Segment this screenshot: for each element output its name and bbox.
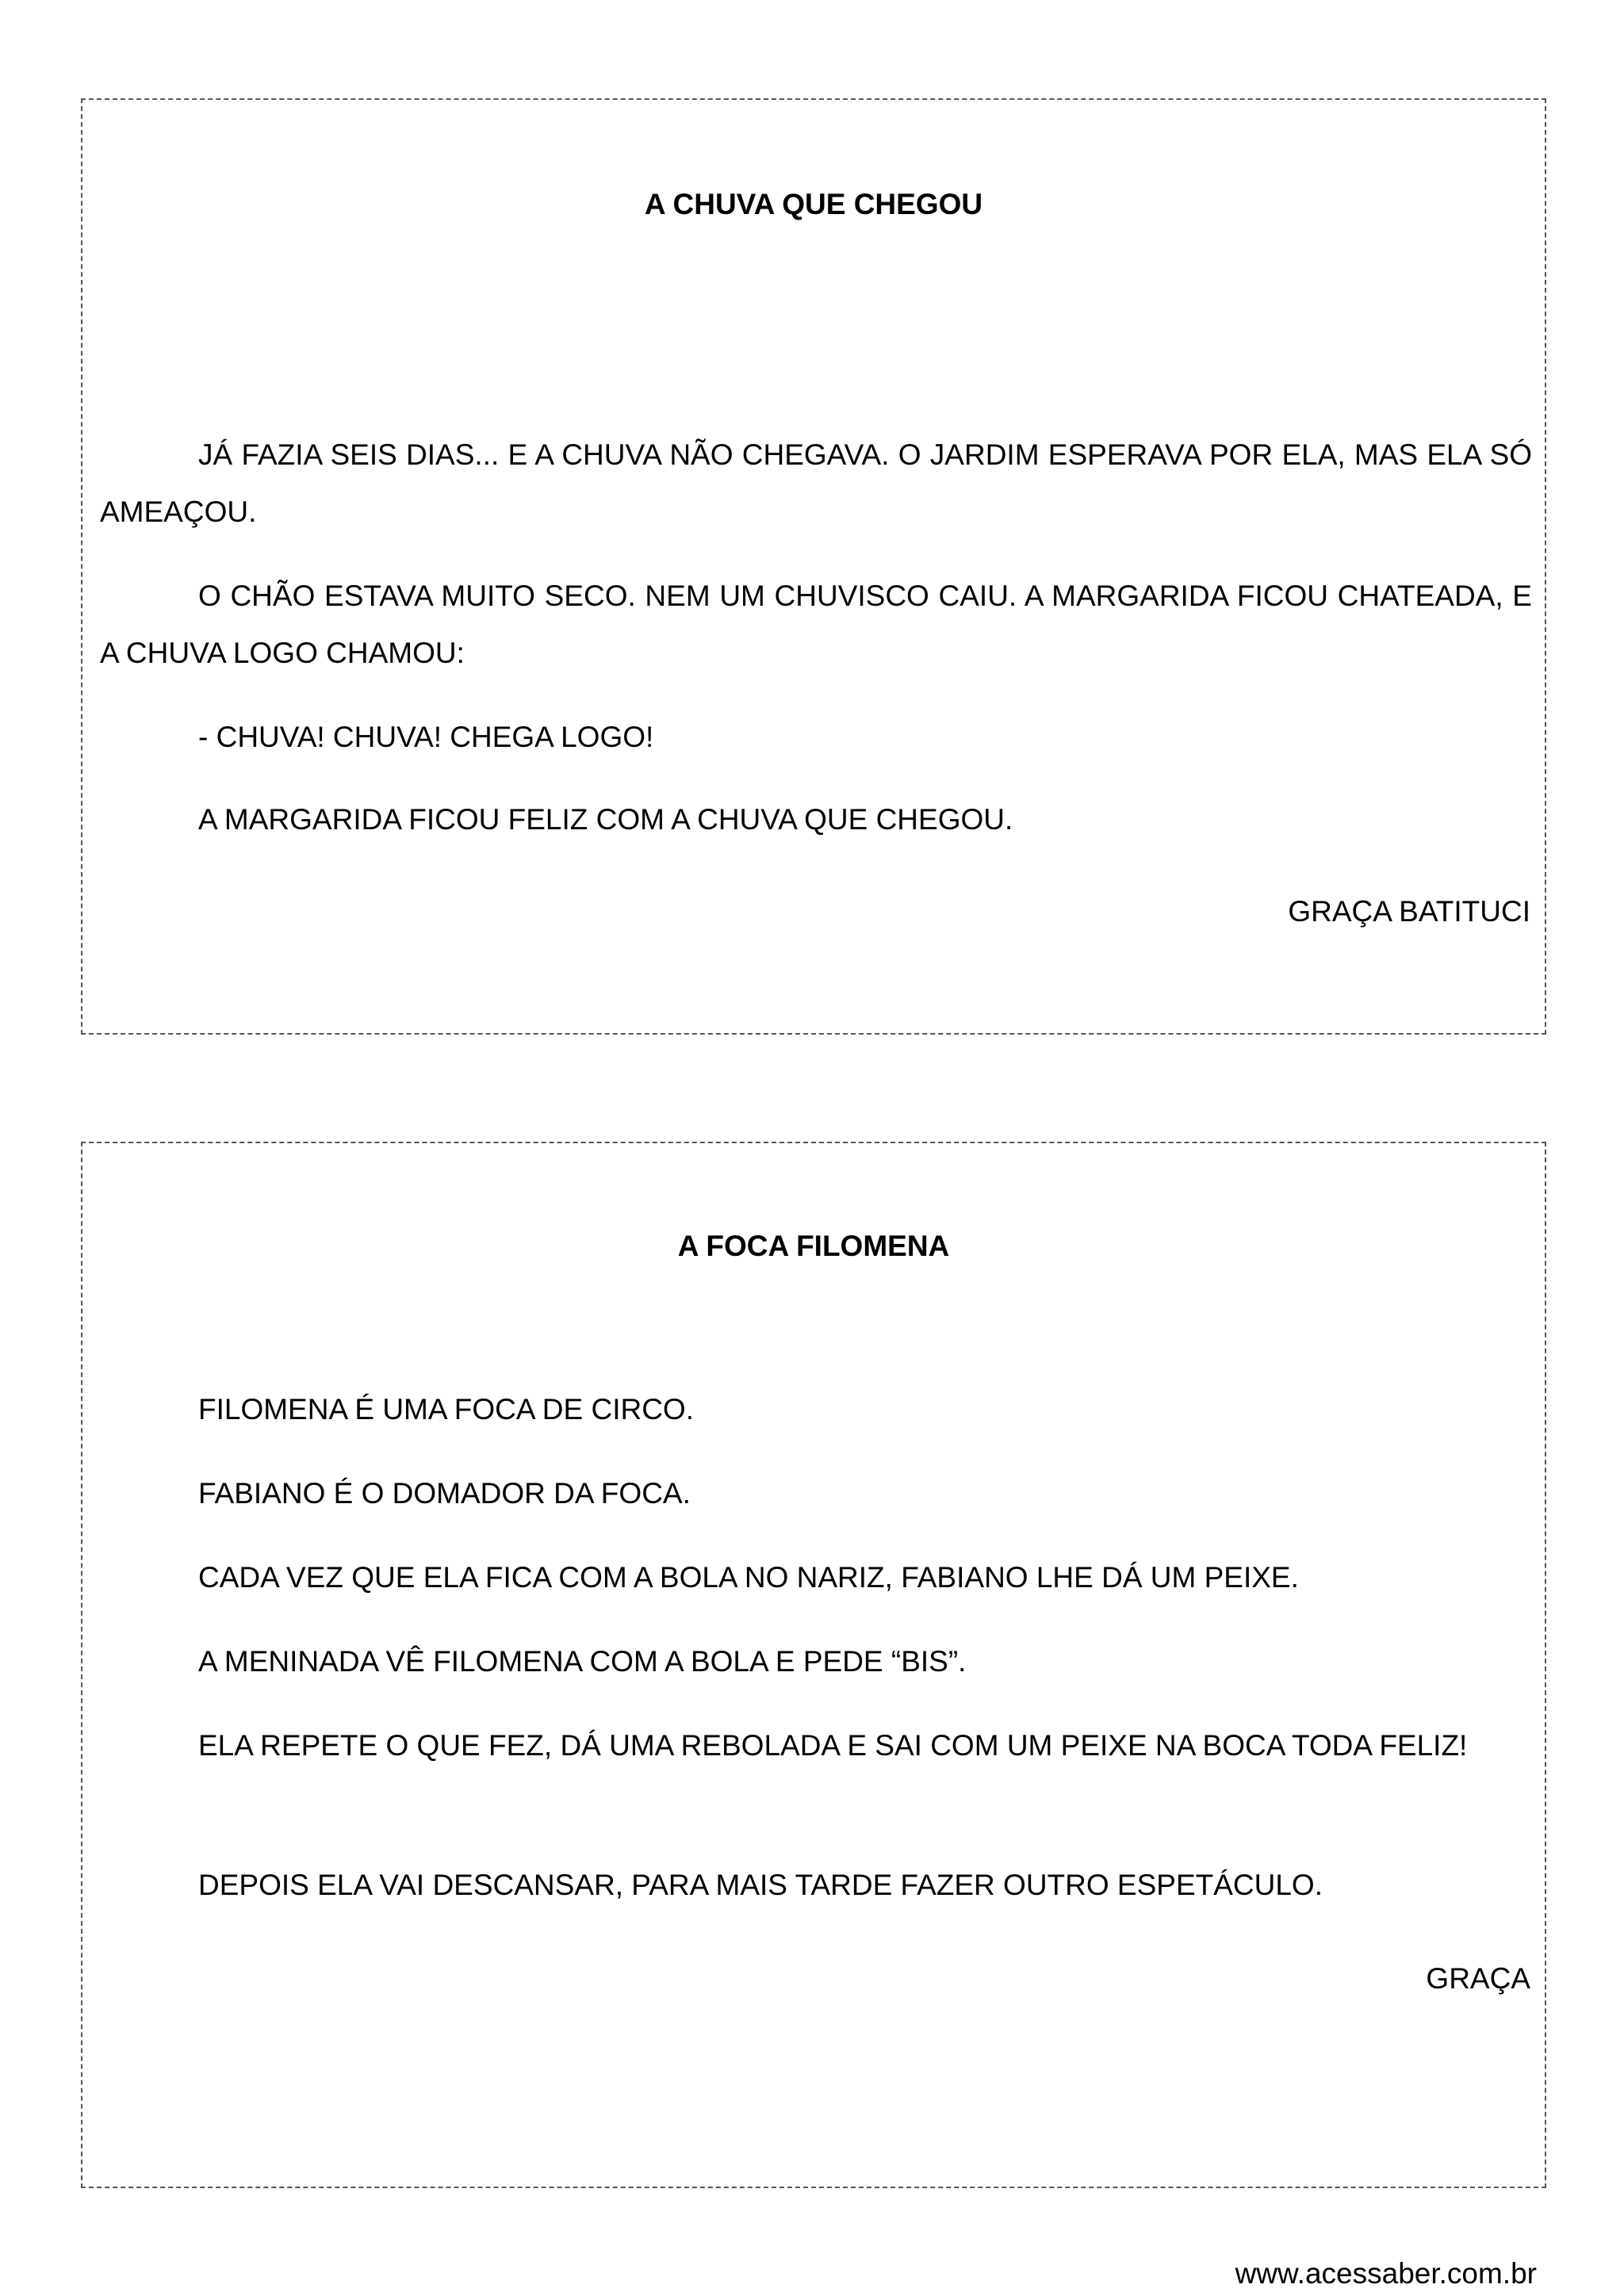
story-paragraph: FABIANO É O DOMADOR DA FOCA. — [198, 1477, 691, 1510]
story-paragraph: DEPOIS ELA VAI DESCANSAR, PARA MAIS TARDE FAZER OUTRO ESPETÁCULO. — [198, 1869, 1323, 1901]
story-paragraph: - CHUVA! CHUVA! CHEGA LOGO! — [198, 721, 654, 753]
story-author: GRAÇA — [1426, 1962, 1530, 1995]
story-box-foca — [81, 1142, 1546, 2188]
story-title: A CHUVA QUE CHEGOU — [644, 188, 983, 220]
story-paragraph: O CHÃO ESTAVA MUITO SECO. NEM UM CHUVISCO CAIU. A MARGARIDA FICOU CHATEADA, E A CHUVA LOGO CHAMOU: — [100, 580, 1532, 669]
story-paragraph: A MENINADA VÊ FILOMENA COM A BOLA E PEDE “BIS”. — [198, 1645, 967, 1678]
footer-website: www.acessaber.com.br — [1235, 2257, 1537, 2290]
story-paragraph: A MARGARIDA FICOU FELIZ COM A CHUVA QUE CHEGOU. — [198, 803, 1013, 836]
story-author: GRAÇA BATITUCI — [1288, 895, 1530, 928]
story-paragraph: CADA VEZ QUE ELA FICA COM A BOLA NO NARIZ, FABIANO LHE DÁ UM PEIXE. — [198, 1561, 1299, 1594]
story-paragraph: ELA REPETE O QUE FEZ, DÁ UMA REBOLADA E SAI COM UM PEIXE NA BOCA TODA FELIZ! — [198, 1729, 1468, 1762]
story-paragraph: FILOMENA É UMA FOCA DE CIRCO. — [198, 1393, 694, 1425]
story-box-chuva — [81, 98, 1546, 1035]
story-paragraph: JÁ FAZIA SEIS DIAS... E A CHUVA NÃO CHEGAVA. O JARDIM ESPERAVA POR ELA, MAS ELA SÓ AMEAÇOU. — [100, 438, 1532, 528]
story-title: A FOCA FILOMENA — [677, 1230, 950, 1262]
